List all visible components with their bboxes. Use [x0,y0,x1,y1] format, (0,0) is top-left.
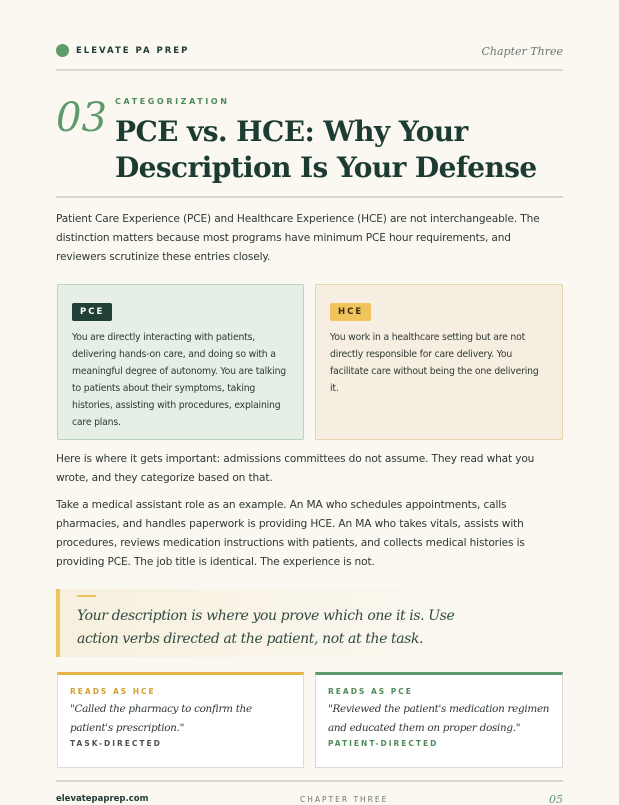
hce-definition-text: You work in a healthcare setting but are not directly responsible for care delivery. You facilitate care without being the one delivering it. [330,332,539,394]
pce-definition-text: You are directly interacting with patients, delivering hands-on care, and doing so with a meaningful degree of autonomy. You are talking to patients about their symptoms, taking histories, assisting with procedures, explaining care plans. [72,332,286,428]
hce-badge: HCE [330,303,371,321]
page-title [115,114,555,186]
hce-definition-card [315,284,563,440]
chapter-number: 03 [56,95,107,141]
header-divider [56,69,563,71]
quote-accent-bar [77,595,96,597]
body-paragraph-2: Here is where it gets important: admissions committees do not assume. They read what you wrote, and they categorize based on that. [56,453,535,484]
brand-dot-icon [56,44,69,57]
hce-example-kicker: READS AS HCE [70,687,156,696]
pce-example-kicker: READS AS PCE [328,687,413,696]
body-paragraph-3: Take a medical assistant role as an example. An MA who schedules appointments, calls pharmacies, and handles paperwork is providing HCE. An MA who takes vitals, assists with procedures, reviews medication instructions with patients, and collects medical histories is providing PCE. The job title is identical. The experience is not. [56,499,525,568]
page-header [56,44,563,62]
section-kicker: CATEGORIZATION [115,97,230,106]
pull-quote-text [77,605,480,651]
pull-quote-line-1: Your description is where you prove which one it is. Use [77,608,455,624]
hce-example-box [57,672,304,768]
chapter-label: Chapter Three [481,45,563,58]
footer-chapter: CHAPTER THREE [300,795,389,804]
hce-example-tag: TASK-DIRECTED [70,739,162,748]
title-line-2: Description Is Your Defense [115,151,537,184]
brand-name: ELEVATE PA PREP [76,45,190,56]
pull-quote [56,589,480,657]
hce-example-quote: "Called the pharmacy to confirm the patient's prescription." [70,703,252,734]
pull-quote-line-2: action verbs directed at the patient, not at the task. [77,631,424,647]
pce-example-quote: "Reviewed the patient's medication regimen and educated them on proper dosing." [328,703,550,734]
pce-definition-card [57,284,304,440]
title-line-1: PCE vs. HCE: Why Your [115,115,468,148]
page-number: 05 [549,793,563,805]
intro-paragraph: Patient Care Experience (PCE) and Healthcare Experience (HCE) are not interchangeable. The distinction matters because most programs have minimum PCE hour requirements, and reviewers scrutinize these entries closely. [56,213,540,263]
pce-badge: PCE [72,303,112,321]
title-divider [56,196,563,198]
footer-divider [56,780,563,782]
brand [56,44,189,57]
pce-example-box [315,672,563,768]
footer-site-link[interactable]: elevatepaprep.com [56,794,149,804]
pce-example-tag: PATIENT-DIRECTED [328,739,439,748]
